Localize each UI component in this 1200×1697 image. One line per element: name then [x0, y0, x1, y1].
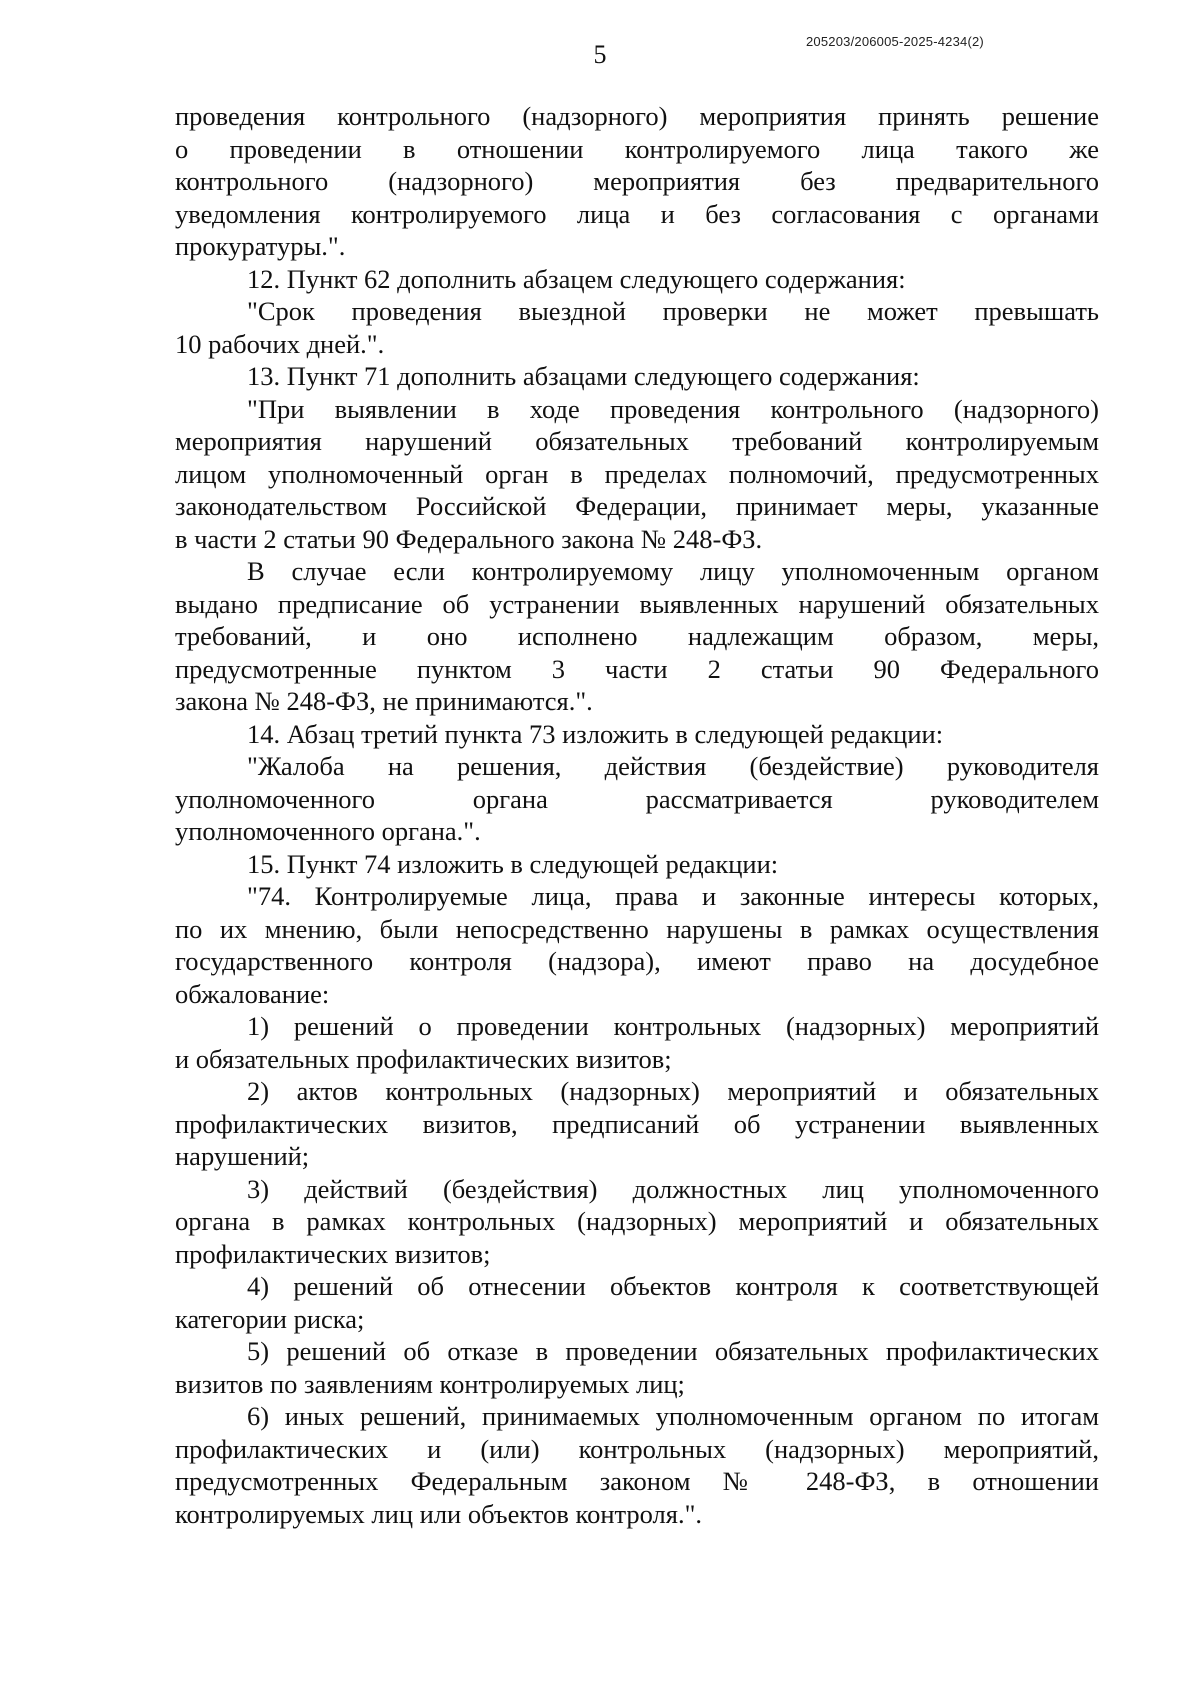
text-line: по их мнению, были непосредственно нарушены в рамках осуществления — [175, 913, 1099, 944]
text-line: профилактических визитов, предписаний об устранении выявленных — [175, 1108, 1099, 1139]
text-line: о проведении в отношении контролируемого лица такого же — [175, 133, 1099, 164]
text-line: 3) действий (бездействия) должностных лиц уполномоченного — [247, 1173, 1099, 1204]
list-item-3 — [175, 1173, 1099, 1271]
text-line: государственного контроля (надзора), имеют право на досудебное — [175, 946, 1099, 976]
text-line: законодательством Российской Федерации, принимает меры, указанные — [175, 491, 1099, 521]
paragraph-continuation — [175, 100, 1099, 263]
text-line: "При выявлении в ходе проведения контрольного (надзорного) — [247, 393, 1099, 424]
text-line: контролируемых лиц или объектов контроля.". — [175, 1498, 703, 1529]
text-line: проведения контрольного (надзорного) мероприятия принять решение — [175, 101, 1099, 131]
text-line: "Жалоба на решения, действия (бездействие) руководителя — [247, 751, 1099, 781]
list-item-6 — [175, 1400, 1099, 1530]
text-line: 1) решений о проведении контрольных (надзорных) мероприятий — [247, 1011, 1099, 1041]
paragraph-item-15 — [175, 848, 1099, 881]
text-line: органа в рамках контрольных (надзорных) мероприятий и обязательных — [175, 1206, 1099, 1236]
text-line: прокуратуры.". — [175, 231, 346, 261]
text-line: В случае если контролируемому лицу уполномоченным органом — [247, 556, 1099, 586]
text-line: 2) актов контрольных (надзорных) мероприятий и обязательных — [247, 1076, 1099, 1106]
document-body — [175, 100, 1099, 1530]
text-line: предусмотренные пунктом 3 части 2 статьи 90 Федерального — [175, 653, 1099, 684]
document-registration-number: 205203/206005-2025-4234(2) — [806, 34, 984, 49]
text-line: профилактических и (или) контрольных (надзорных) мероприятий, — [175, 1433, 1099, 1464]
text-line: профилактических визитов; — [175, 1238, 491, 1269]
text-line: категории риска; — [175, 1303, 365, 1334]
page-number: 5 — [593, 40, 607, 69]
paragraph-item-12 — [175, 263, 1099, 296]
text-line: 5) решений об отказе в проведении обязательных профилактических — [247, 1336, 1099, 1366]
text-line: уведомления контролируемого лица и без согласования с органами — [175, 198, 1099, 229]
text-line: предусмотренных Федеральным законом № 248-ФЗ, в отношении — [175, 1466, 1099, 1496]
text-line: 6) иных решений, принимаемых уполномоченным органом по итогам — [247, 1401, 1099, 1431]
text-line: 12. Пункт 62 дополнить абзацем следующего содержания: — [247, 263, 906, 294]
text-line: 15. Пункт 74 изложить в следующей редакции: — [247, 848, 779, 879]
text-line: 10 рабочих дней.". — [175, 328, 385, 359]
paragraph-prescription — [175, 555, 1099, 718]
list-item-2 — [175, 1075, 1099, 1173]
text-line: требований, и оно исполнено надлежащим образом, меры, — [175, 621, 1099, 651]
text-line: мероприятия нарушений обязательных требований контролируемым — [175, 426, 1099, 456]
list-item-5 — [175, 1335, 1099, 1400]
text-line: обжалование: — [175, 978, 330, 1009]
list-item-1 — [175, 1010, 1099, 1075]
text-line: визитов по заявлениям контролируемых лиц; — [175, 1368, 685, 1399]
paragraph-item-13 — [175, 360, 1099, 393]
text-line: нарушений; — [175, 1141, 310, 1171]
paragraph-quote-term — [175, 295, 1099, 360]
paragraph-quote-74 — [175, 880, 1099, 1010]
text-line: 4) решений об отнесении объектов контроля к соответствующей — [247, 1271, 1099, 1301]
paragraph-quote-violations — [175, 393, 1099, 556]
text-line: уполномоченного органа рассматривается руководителем — [175, 783, 1099, 814]
text-line: уполномоченного органа.". — [175, 816, 481, 846]
list-item-4 — [175, 1270, 1099, 1335]
text-line: в части 2 статьи 90 Федерального закона № 248-ФЗ. — [175, 523, 763, 554]
text-line: и обязательных профилактических визитов; — [175, 1043, 672, 1074]
text-line: лицом уполномоченный орган в пределах полномочий, предусмотренных — [175, 458, 1099, 489]
paragraph-item-14 — [175, 718, 1099, 751]
text-line: контрольного (надзорного) мероприятия без предварительного — [175, 166, 1099, 196]
text-line: 13. Пункт 71 дополнить абзацами следующего содержания: — [247, 361, 920, 391]
text-line: "Срок проведения выездной проверки не может превышать — [247, 296, 1099, 326]
text-line: выдано предписание об устранении выявленных нарушений обязательных — [175, 588, 1099, 619]
paragraph-quote-complaint — [175, 750, 1099, 848]
text-line: закона № 248-ФЗ, не принимаются.". — [175, 686, 593, 716]
text-line: 14. Абзац третий пункта 73 изложить в следующей редакции: — [247, 718, 944, 749]
text-line: "74. Контролируемые лица, права и законные интересы которых, — [247, 881, 1099, 911]
